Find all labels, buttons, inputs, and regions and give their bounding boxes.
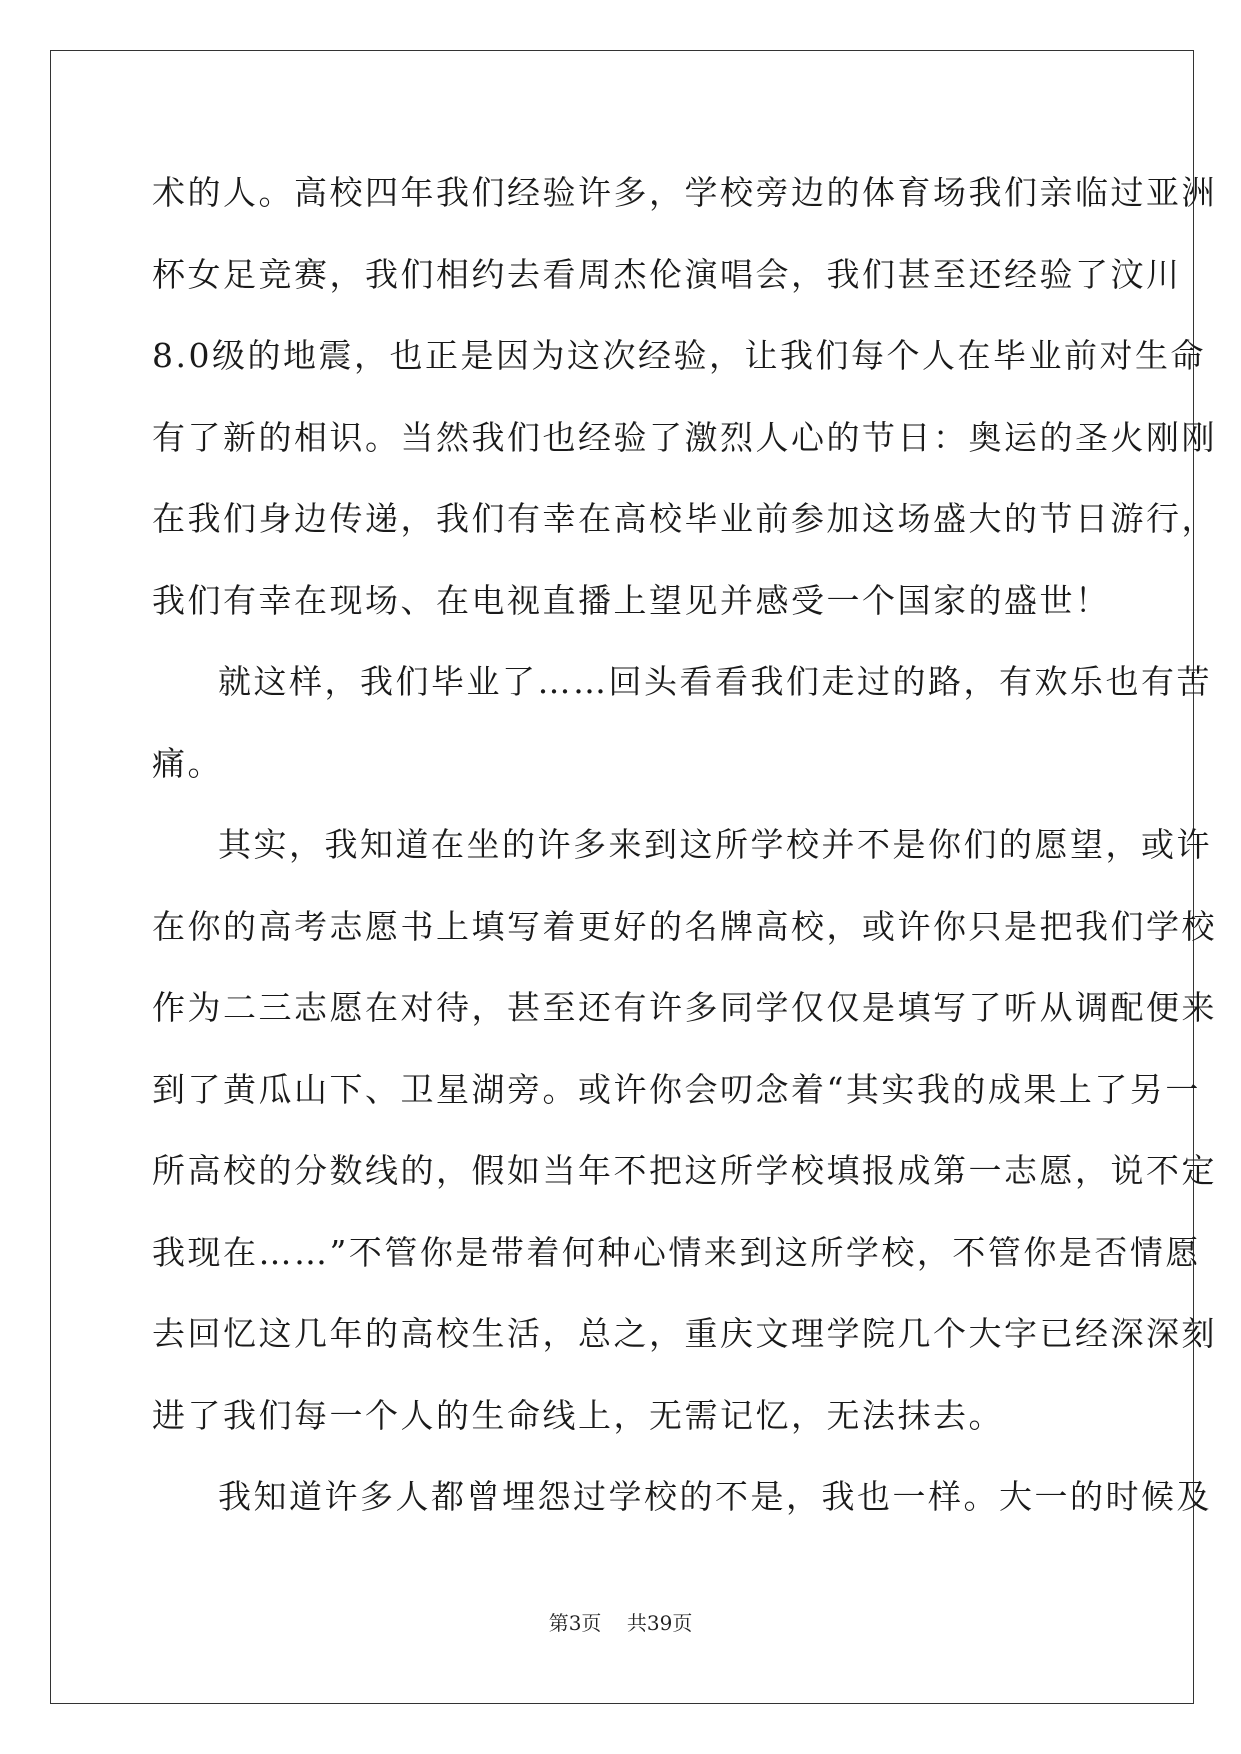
- text-line: 就这样，我们毕业了……回头看看我们走过的路，有欢乐也有苦: [218, 662, 1212, 701]
- document-body: [152, 163, 1217, 1549]
- text-line: 8.0级的地震，也正是因为这次经验，让我们每个人在毕业前对生命: [152, 336, 1206, 375]
- text-line: 作为二三志愿在对待，甚至还有许多同学仅仅是填写了听从调配便来: [152, 988, 1217, 1027]
- total-label-suffix: 页: [672, 1611, 693, 1635]
- text-line: 有了新的相识。当然我们也经验了激烈人心的节日：奥运的圣火刚刚: [152, 417, 1217, 457]
- text-line: 我们有幸在现场、在电视直播上望见并感受一个国家的盛世！: [152, 580, 1111, 620]
- total-pages: 39: [646, 1611, 673, 1635]
- page-label-prefix: 第: [548, 1611, 569, 1635]
- text-line: 所高校的分数线的，假如当年不把这所学校填报成第一志愿，说不定: [152, 1151, 1217, 1190]
- text-line: 我知道许多人都曾埋怨过学校的不是，我也一样。大一的时候及: [218, 1477, 1212, 1516]
- text-line: 在你的高考志愿书上填写着更好的名牌高校，或许你只是把我们学校: [152, 906, 1217, 946]
- text-line: 在我们身边传递，我们有幸在高校毕业前参加这场盛大的节日游行，: [152, 499, 1217, 538]
- page-number: 3: [568, 1611, 582, 1635]
- text-line: 到了黄瓜山下、卫星湖旁。或许你会叨念着“其实我的成果上了另一: [152, 1069, 1201, 1109]
- text-line: 去回忆这几年的高校生活，总之，重庆文理学院几个大字已经深深刻: [152, 1314, 1217, 1353]
- text-line: 痛。: [152, 743, 223, 783]
- page-footer: [0, 1607, 1241, 1636]
- text-line: 杯女足竞赛，我们相约去看周杰伦演唱会，我们甚至还经验了汶川: [152, 254, 1182, 294]
- total-label-prefix: 共: [626, 1611, 647, 1635]
- page-label-suffix: 页: [581, 1611, 602, 1635]
- text-line: 我现在……”不管你是带着何种心情来到这所学校，不管你是否情愿: [152, 1232, 1201, 1272]
- text-line: 术的人。高校四年我们经验许多，学校旁边的体育场我们亲临过亚洲: [152, 173, 1217, 212]
- text-line: 进了我们每一个人的生命线上，无需记忆，无法抹去。: [152, 1395, 1004, 1435]
- text-line: 其实，我知道在坐的许多来到这所学校并不是你们的愿望，或许: [218, 825, 1212, 864]
